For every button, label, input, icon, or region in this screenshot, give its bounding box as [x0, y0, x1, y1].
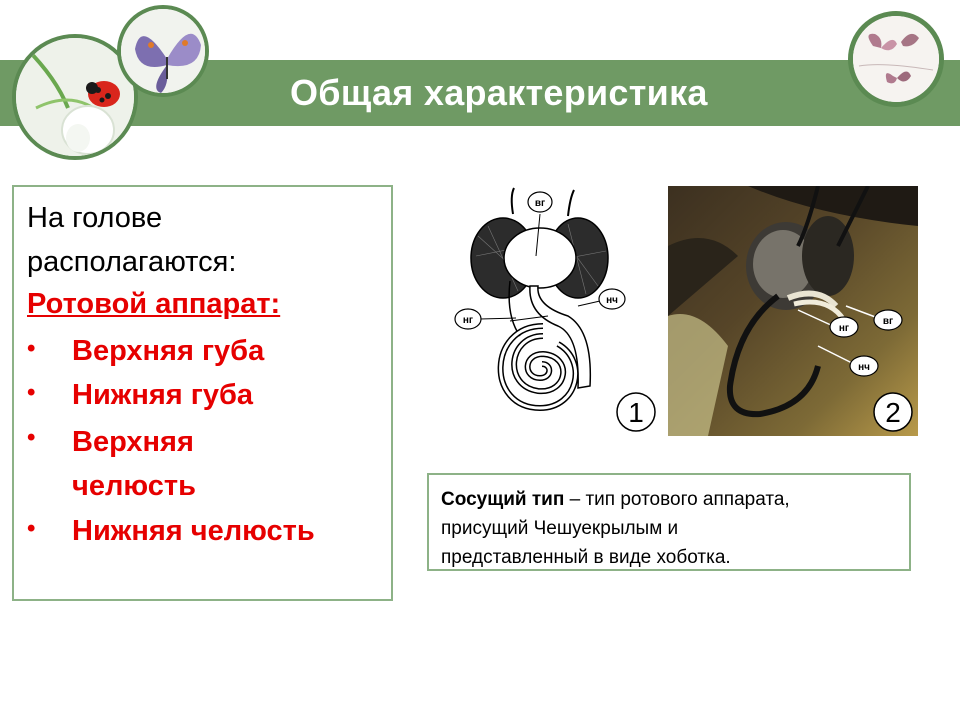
proboscis-diagram-drawing [418, 186, 660, 436]
slide-title: Общая характеристика [290, 72, 708, 113]
intro-line-1: На голове [27, 202, 163, 234]
list-item-label: Нижняя губа [72, 379, 253, 411]
definition-line-2: присущий Чешуекрылым и [441, 518, 679, 539]
butterfly-head-photo-drawing [668, 186, 918, 436]
diagram-label-nch: нч [606, 295, 618, 306]
definition-box [427, 473, 911, 571]
butterfly-head-photo [668, 186, 918, 436]
photo-label-ng: нг [838, 323, 850, 334]
diagram-label-vg: вг [534, 198, 546, 209]
butterfly-image [117, 5, 209, 97]
photo-label-nch: нч [858, 362, 870, 373]
list-item-label: Верхняя [72, 426, 194, 458]
diagram-label-ng: нг [462, 315, 474, 326]
proboscis-diagram [418, 186, 660, 436]
diagram-number: 1 [628, 397, 644, 428]
mouthparts-subheading: Ротовой аппарат: [27, 288, 281, 320]
bullet-icon: • [27, 515, 36, 542]
characteristics-text-box [12, 185, 393, 601]
definition-term: Сосущий тип [441, 489, 565, 510]
intro-line-2: располагаются: [27, 246, 237, 278]
photo-label-vg: вг [882, 316, 894, 327]
bullet-icon: • [27, 335, 36, 362]
bullet-icon: • [27, 379, 36, 406]
butterflies-sketch-illustration [853, 16, 939, 102]
list-item-label: Нижняя челюсть [72, 515, 315, 547]
list-item-label-continued: челюсть [72, 470, 196, 502]
butterflies-sketch-image [848, 11, 944, 107]
list-item-label: Верхняя губа [72, 335, 265, 367]
definition-line-1 [441, 485, 897, 514]
bullet-icon: • [27, 424, 36, 451]
definition-text-1: – тип ротового аппарата, [564, 489, 790, 510]
photo-number: 2 [885, 397, 901, 428]
definition-line-3: представленный в виде хоботка. [441, 547, 731, 568]
